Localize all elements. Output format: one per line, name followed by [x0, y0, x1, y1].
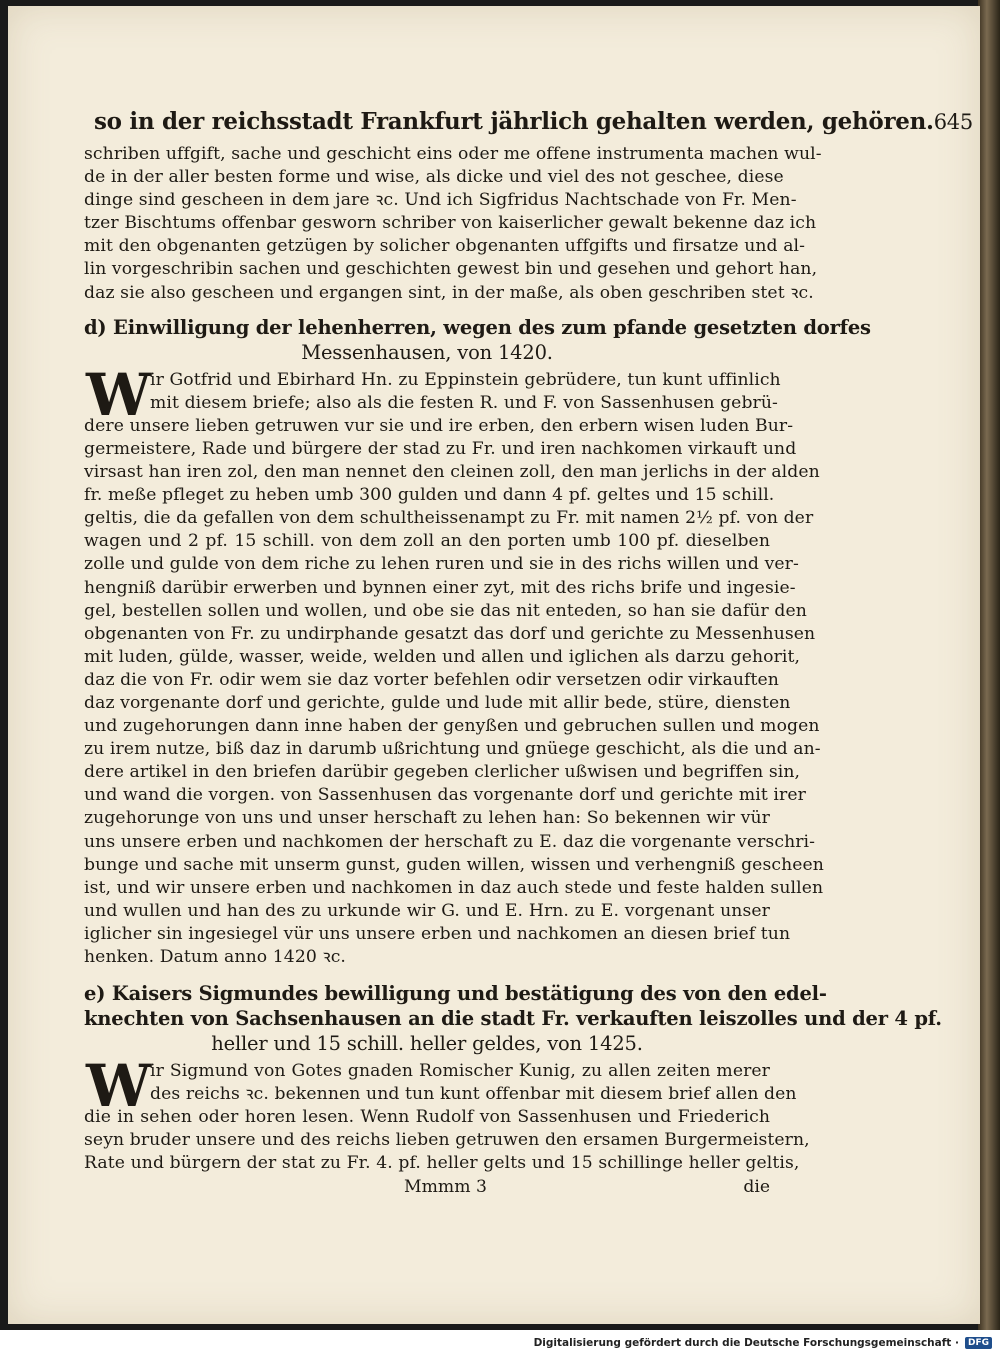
- credit-bar: [0, 1330, 1000, 1355]
- text-line: dere artikel in den briefen darübir gegeben clerlicher ußwisen und begriffen sin,: [84, 762, 801, 783]
- text-line: wagen und 2 pf. 15 schill. von dem zoll an den porten umb 100 pf. dieselben: [84, 531, 770, 552]
- text-line: dere unsere lieben getruwen vur sie und ire erben, den erbern wisen luden Bur-: [84, 415, 794, 436]
- section-d: [84, 315, 871, 969]
- dfg-logo-icon[interactable]: DFG: [965, 1337, 992, 1349]
- text-line: germeistere, Rade und bürgere der stad zu Fr. und iren nachkomen virkauft und: [84, 438, 797, 459]
- signature-mark: Mmmm 3: [404, 1176, 487, 1197]
- text-line: ist, und wir unsere erben und nachkomen in daz auch stede und feste halden sullen: [84, 877, 824, 898]
- text-line: dinge sind gescheen in dem jare ꝛc. Und ich Sigfridus Nachtschade von Fr. Men-: [84, 190, 797, 211]
- book-edge: [978, 0, 1000, 1330]
- section-e-heading: e) Kaisers Sigmundes bewilligung und bestätigung des von den edel-: [84, 982, 827, 1006]
- page-content: [84, 108, 973, 1199]
- text-line: hengniß darübir erwerben und bynnen einer zyt, mit des richs brife und ingesie-: [84, 577, 796, 598]
- page-footer: [84, 1176, 770, 1199]
- credit-text: Digitalisierung gefördert durch die Deutsche Forschungsgemeinschaft ·: [533, 1336, 959, 1349]
- section-d-heading-cont: Messenhausen, von 1420.: [301, 340, 553, 364]
- text-line: mit diesem briefe; also als die festen R. und F. von Sassenhusen gebrü-: [150, 392, 778, 413]
- page-number: 645: [933, 110, 973, 134]
- text-line: und wand die vorgen. von Sassenhusen das vorgenante dorf und gerichte mit irer: [84, 785, 806, 806]
- running-head: [94, 108, 973, 135]
- text-line: des reichs ꝛc. bekennen und tun kunt offenbar mit diesem brief allen den: [150, 1084, 797, 1105]
- text-line: Rate und bürgern der stat zu Fr. 4. pf. heller gelts und 15 schillinge heller geltis,: [84, 1153, 800, 1174]
- text-line: seyn bruder unsere und des reichs lieben getruwen den ersamen Burgermeistern,: [84, 1130, 810, 1151]
- text-line: bunge und sache mit unserm gunst, guden willen, wissen und verhengniß gescheen: [84, 854, 824, 875]
- text-line: de in der aller besten forme und wise, als dicke und viel des not geschee, diese: [84, 167, 784, 188]
- text-line: ir Sigmund von Gotes gnaden Romischer Kunig, zu allen zeiten merer: [150, 1061, 770, 1082]
- text-line: gel, bestellen sollen und wollen, und obe sie das nit enteden, so han sie dafür den: [84, 600, 807, 621]
- text-line: daz vorgenante dorf und gerichte, gulde und lude mit allir bede, stüre, diensten: [84, 692, 791, 713]
- section-e-heading-end: heller und 15 schill. heller geldes, von 1425.: [211, 1032, 643, 1056]
- section-e: [84, 981, 942, 1175]
- section-e-paragraph: [84, 1052, 810, 1175]
- text-line: uns unsere erben und nachkomen der herschaft zu E. daz die vorgenante verschri-: [84, 831, 816, 852]
- text-line: iglicher sin ingesiegel vür uns unsere erben und nachkomen an diesen brief tun: [84, 923, 791, 944]
- document-page: [8, 6, 980, 1324]
- text-line: tzer Bischtums offenbar gesworn schriber von kaiserlicher gewalt bekenne daz ich: [84, 213, 817, 234]
- text-line: zu irem nutze, biß daz in darumb ußrichtung und gnüege geschicht, als die und an-: [84, 739, 821, 760]
- text-line: ir Gotfrid und Ebirhard Hn. zu Eppinstein gebrüdere, tun kunt uffinlich: [150, 369, 781, 390]
- text-line: obgenanten von Fr. zu undirphande gesatzt das dorf und gerichte zu Messenhusen: [84, 623, 816, 644]
- intro-paragraph: [84, 143, 822, 305]
- text-line: zugehorunge von uns und unser herschaft zu lehen han: So bekennen wir vür: [84, 808, 770, 829]
- text-line: mit den obgenanten getzügen by solicher obgenanten uffgifts und firsatze und al-: [84, 236, 806, 257]
- text-line: lin vorgeschribin sachen und geschichten gewest bin und gesehen und gehort han,: [84, 259, 818, 280]
- text-line: fr. meße pfleget zu heben umb 300 gulden und dann 4 pf. geltes und 15 schill.: [84, 485, 775, 506]
- text-line: henken. Datum anno 1420 ꝛc.: [84, 947, 346, 967]
- section-d-paragraph: [84, 360, 824, 969]
- text-line: geltis, die da gefallen von dem schultheissenampt zu Fr. mit namen 2½ pf. von der: [84, 508, 814, 529]
- text-line: und wullen und han des zu urkunde wir G. und E. Hrn. zu E. vorgenant unser: [84, 900, 770, 921]
- text-line: die in sehen oder horen lesen. Wenn Rudolf von Sassenhusen und Friederich: [84, 1107, 770, 1128]
- text-line: mit luden, gülde, wasser, weide, welden und allen und iglichen als darzu gehorit,: [84, 646, 801, 667]
- text-line: zolle und gulde von dem riche zu lehen ruren und sie in des richs willen und ver-: [84, 554, 799, 575]
- running-head-title: so in der reichsstadt Frankfurt jährlich gehalten werden, gehören.: [94, 108, 934, 135]
- text-line: daz die von Fr. odir wem sie daz vorter befehlen odir versetzen odir virkauften: [84, 669, 779, 690]
- drop-cap: W: [86, 1052, 152, 1121]
- text-line: daz sie also gescheen und ergangen sint, in der maße, als oben geschriben stet ꝛc.: [84, 282, 814, 303]
- section-d-heading: d) Einwilligung der lehenherren, wegen des zum pfande gesetzten dorfes: [84, 315, 871, 339]
- catchword: die: [743, 1176, 770, 1197]
- text-line: virsast han iren zol, den man nennet den cleinen zoll, den man jerlichs in der alden: [84, 462, 820, 483]
- text-line: schriben uffgift, sache und geschicht eins oder me offene instrumenta machen wul-: [84, 144, 822, 164]
- text-line: und zugehorungen dann inne haben der genyßen und gebruchen sullen und mogen: [84, 716, 820, 737]
- drop-cap: W: [86, 360, 152, 429]
- section-e-heading-cont: knechten von Sachsenhausen an die stadt Fr. verkauften leiszolles und der 4 pf.: [84, 1007, 942, 1031]
